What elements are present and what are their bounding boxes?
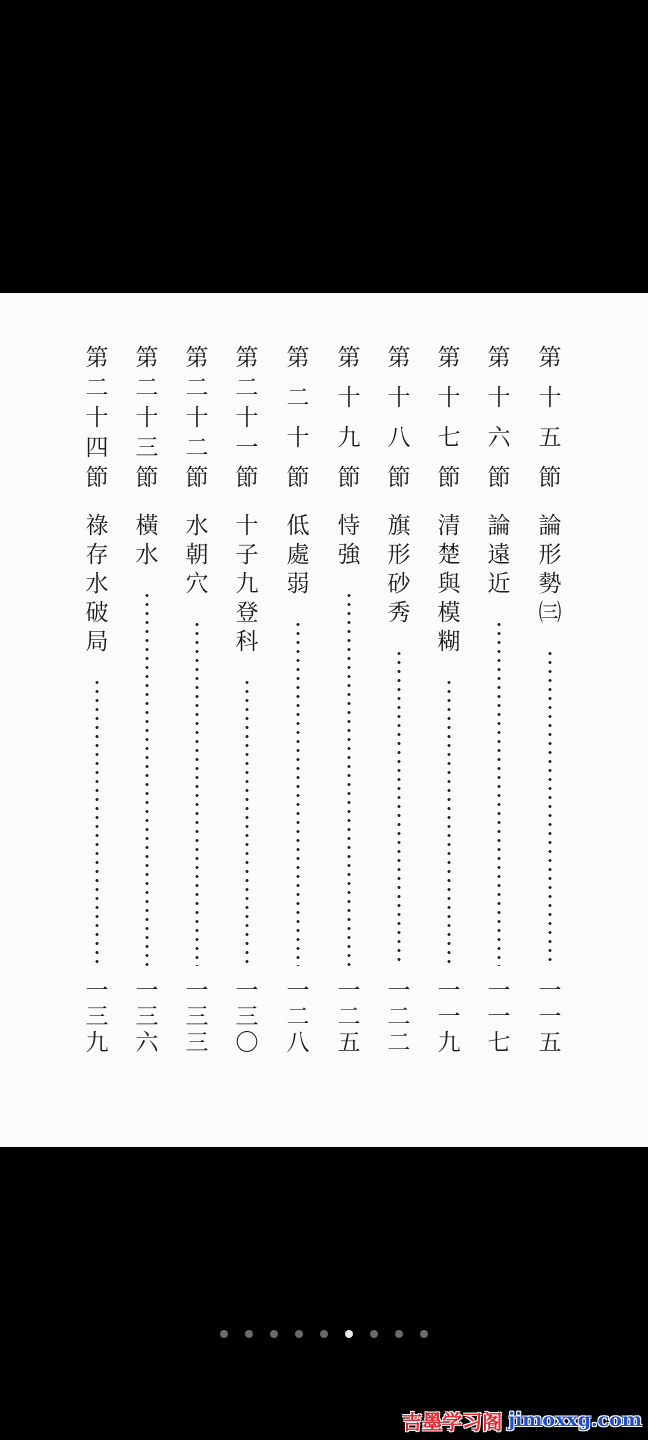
toc-leader-dots xyxy=(397,649,401,966)
page-indicator-dot[interactable] xyxy=(295,1330,303,1338)
toc-leader-dots xyxy=(347,591,351,966)
toc-entry[interactable]: 第 十 七 節 清 楚 與 模 糊 一 一 九 xyxy=(437,345,461,1056)
page-indicator-dot[interactable] xyxy=(245,1330,253,1338)
toc-leader-dots xyxy=(145,591,149,966)
toc-entry[interactable]: 第 十 八 節 旗 形 砂 秀 一 二 二 xyxy=(387,345,411,1056)
toc-entry[interactable]: 第 十 九 節 恃 強 一 二 五 xyxy=(337,345,361,1056)
page-indicator-dot[interactable] xyxy=(370,1330,378,1338)
page-indicator-dot[interactable] xyxy=(270,1330,278,1338)
toc-leader-dots xyxy=(245,678,249,966)
page-indicator-dot[interactable] xyxy=(345,1330,353,1338)
page-indicator-dot[interactable] xyxy=(220,1330,228,1338)
toc-entry[interactable]: 第 二 十 一 節 十 子 九 登 科 一 三 〇 xyxy=(235,345,259,1056)
page-indicator-dot[interactable] xyxy=(395,1330,403,1338)
toc-leader-dots xyxy=(548,649,552,966)
watermark-cn: 吉墨学习阁 xyxy=(402,1409,503,1434)
toc-entry[interactable]: 第 二 十 節 低 處 弱 一 二 八 xyxy=(286,345,310,1056)
toc-leader-dots xyxy=(95,678,99,966)
toc-leader-dots xyxy=(447,678,451,966)
toc-entry[interactable]: 第 二 十 三 節 橫 水 一 三 六 xyxy=(135,345,159,1056)
toc-entry[interactable]: 第 十 六 節 論 遠 近 一 一 七 xyxy=(487,345,511,1056)
page-indicator-dot[interactable] xyxy=(320,1330,328,1338)
toc-leader-dots xyxy=(296,620,300,966)
toc-entry[interactable]: 第 十 五 節 論 形 勢 ㈢ 一 一 五 xyxy=(538,345,562,1056)
toc-leader-dots xyxy=(195,620,199,966)
toc-entry[interactable]: 第 二 十 四 節 祿 存 水 破 局 一 三 九 xyxy=(85,345,109,1056)
document-page xyxy=(0,293,648,1147)
page-indicator[interactable] xyxy=(0,1327,648,1341)
watermark-en: jimoxxg.com xyxy=(508,1409,642,1431)
page-indicator-dot[interactable] xyxy=(420,1330,428,1338)
toc-leader-dots xyxy=(497,620,501,966)
toc-entry[interactable]: 第 二 十 二 節 水 朝 穴 一 三 三 xyxy=(185,345,209,1056)
watermark xyxy=(402,1404,642,1436)
